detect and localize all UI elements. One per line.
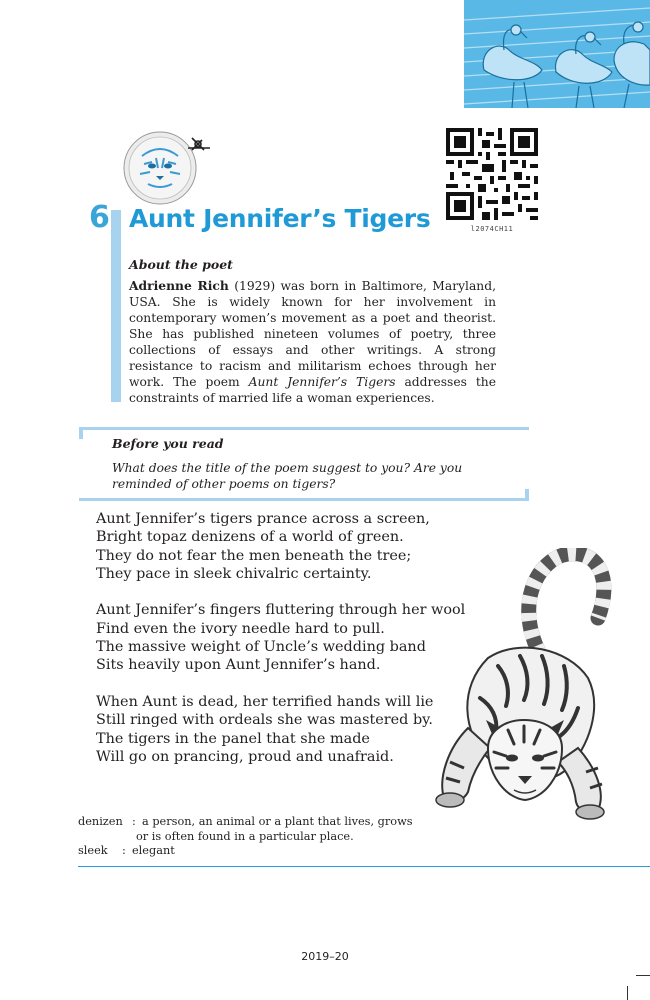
crop-mark [627, 986, 628, 1000]
qr-code-icon[interactable] [446, 128, 538, 220]
about-poet-text-part: addresses the constraints of married life a woman experiences. [129, 375, 496, 405]
tiger-face-chapter-icon [122, 128, 218, 208]
about-poet-heading: About the poet [129, 257, 233, 272]
poem-line: They pace in sleek chivalric certainty. [96, 565, 372, 582]
glossary-colon: : [132, 815, 136, 828]
tiger-illustration [428, 548, 640, 838]
about-poet-sidebar-bar [111, 210, 121, 402]
about-poet-text [129, 278, 496, 406]
poem-line: Will go on prancing, proud and unafraid. [96, 748, 394, 765]
chapter-title: Aunt Jennifer’s Tigers [129, 204, 431, 233]
poem-line: Sits heavily upon Aunt Jennifer’s hand. [96, 657, 381, 674]
poem-stanza [96, 601, 465, 674]
glossary-definition: or is often found in a particular place. [136, 829, 354, 843]
poem-line: They do not fear the men beneath the tree; [96, 547, 412, 564]
poem-line: Aunt Jennifer’s tigers prance across a screen, [96, 511, 430, 527]
poem-line: Aunt Jennifer’s fingers fluttering through her wool [96, 602, 466, 619]
question-line: What does the title of the poem suggest to you? Are you [112, 461, 463, 475]
poem-title-reference: Aunt Jennifer’s Tigers [248, 375, 396, 389]
before-you-read-heading: Before you read [112, 436, 224, 451]
poem-text [96, 510, 465, 784]
crop-mark [636, 975, 650, 976]
poem-line: Find even the ivory needle hard to pull. [96, 620, 385, 637]
poem-line: When Aunt is dead, her terrified hands will lie [96, 693, 434, 710]
poem-line: Still ringed with ordeals she was mastered by. [96, 712, 433, 729]
footer-divider [78, 866, 650, 867]
poem-line: Bright topaz denizens of a world of green. [96, 529, 404, 546]
about-poet-text-part: (1929) was born in Baltimore, Maryland, USA. She is widely known for her involvement in contemporary women’s movement as a poet and theorist. She has published nineteen volumes of poetry, three collections of essays and other writings. A strong resistance to racism and militarism echoes through her work. The poem [129, 279, 497, 389]
poem-stanza [96, 510, 465, 583]
question-line: reminded of other poems on tigers? [112, 477, 336, 491]
glossary-definition: a person, an animal or a plant that lives, grows [142, 815, 413, 828]
glossary-term: sleek [78, 844, 108, 857]
poem-line: The massive weight of Uncle’s wedding band [96, 639, 426, 656]
poem-stanza [96, 693, 465, 766]
before-you-read-question [112, 460, 502, 492]
chapter-number: 6 [89, 200, 110, 235]
glossary-colon: : [122, 844, 126, 857]
poet-name: Adrienne Rich [129, 278, 229, 293]
qr-code-label: l2074CH11 [470, 225, 514, 233]
flamingos-banner-image [464, 0, 650, 108]
glossary-term: denizen [78, 815, 123, 828]
glossary-definition: elegant [132, 844, 175, 857]
page-number: 2019–20 [301, 950, 349, 963]
poem-line: The tigers in the panel that she made [96, 730, 370, 747]
